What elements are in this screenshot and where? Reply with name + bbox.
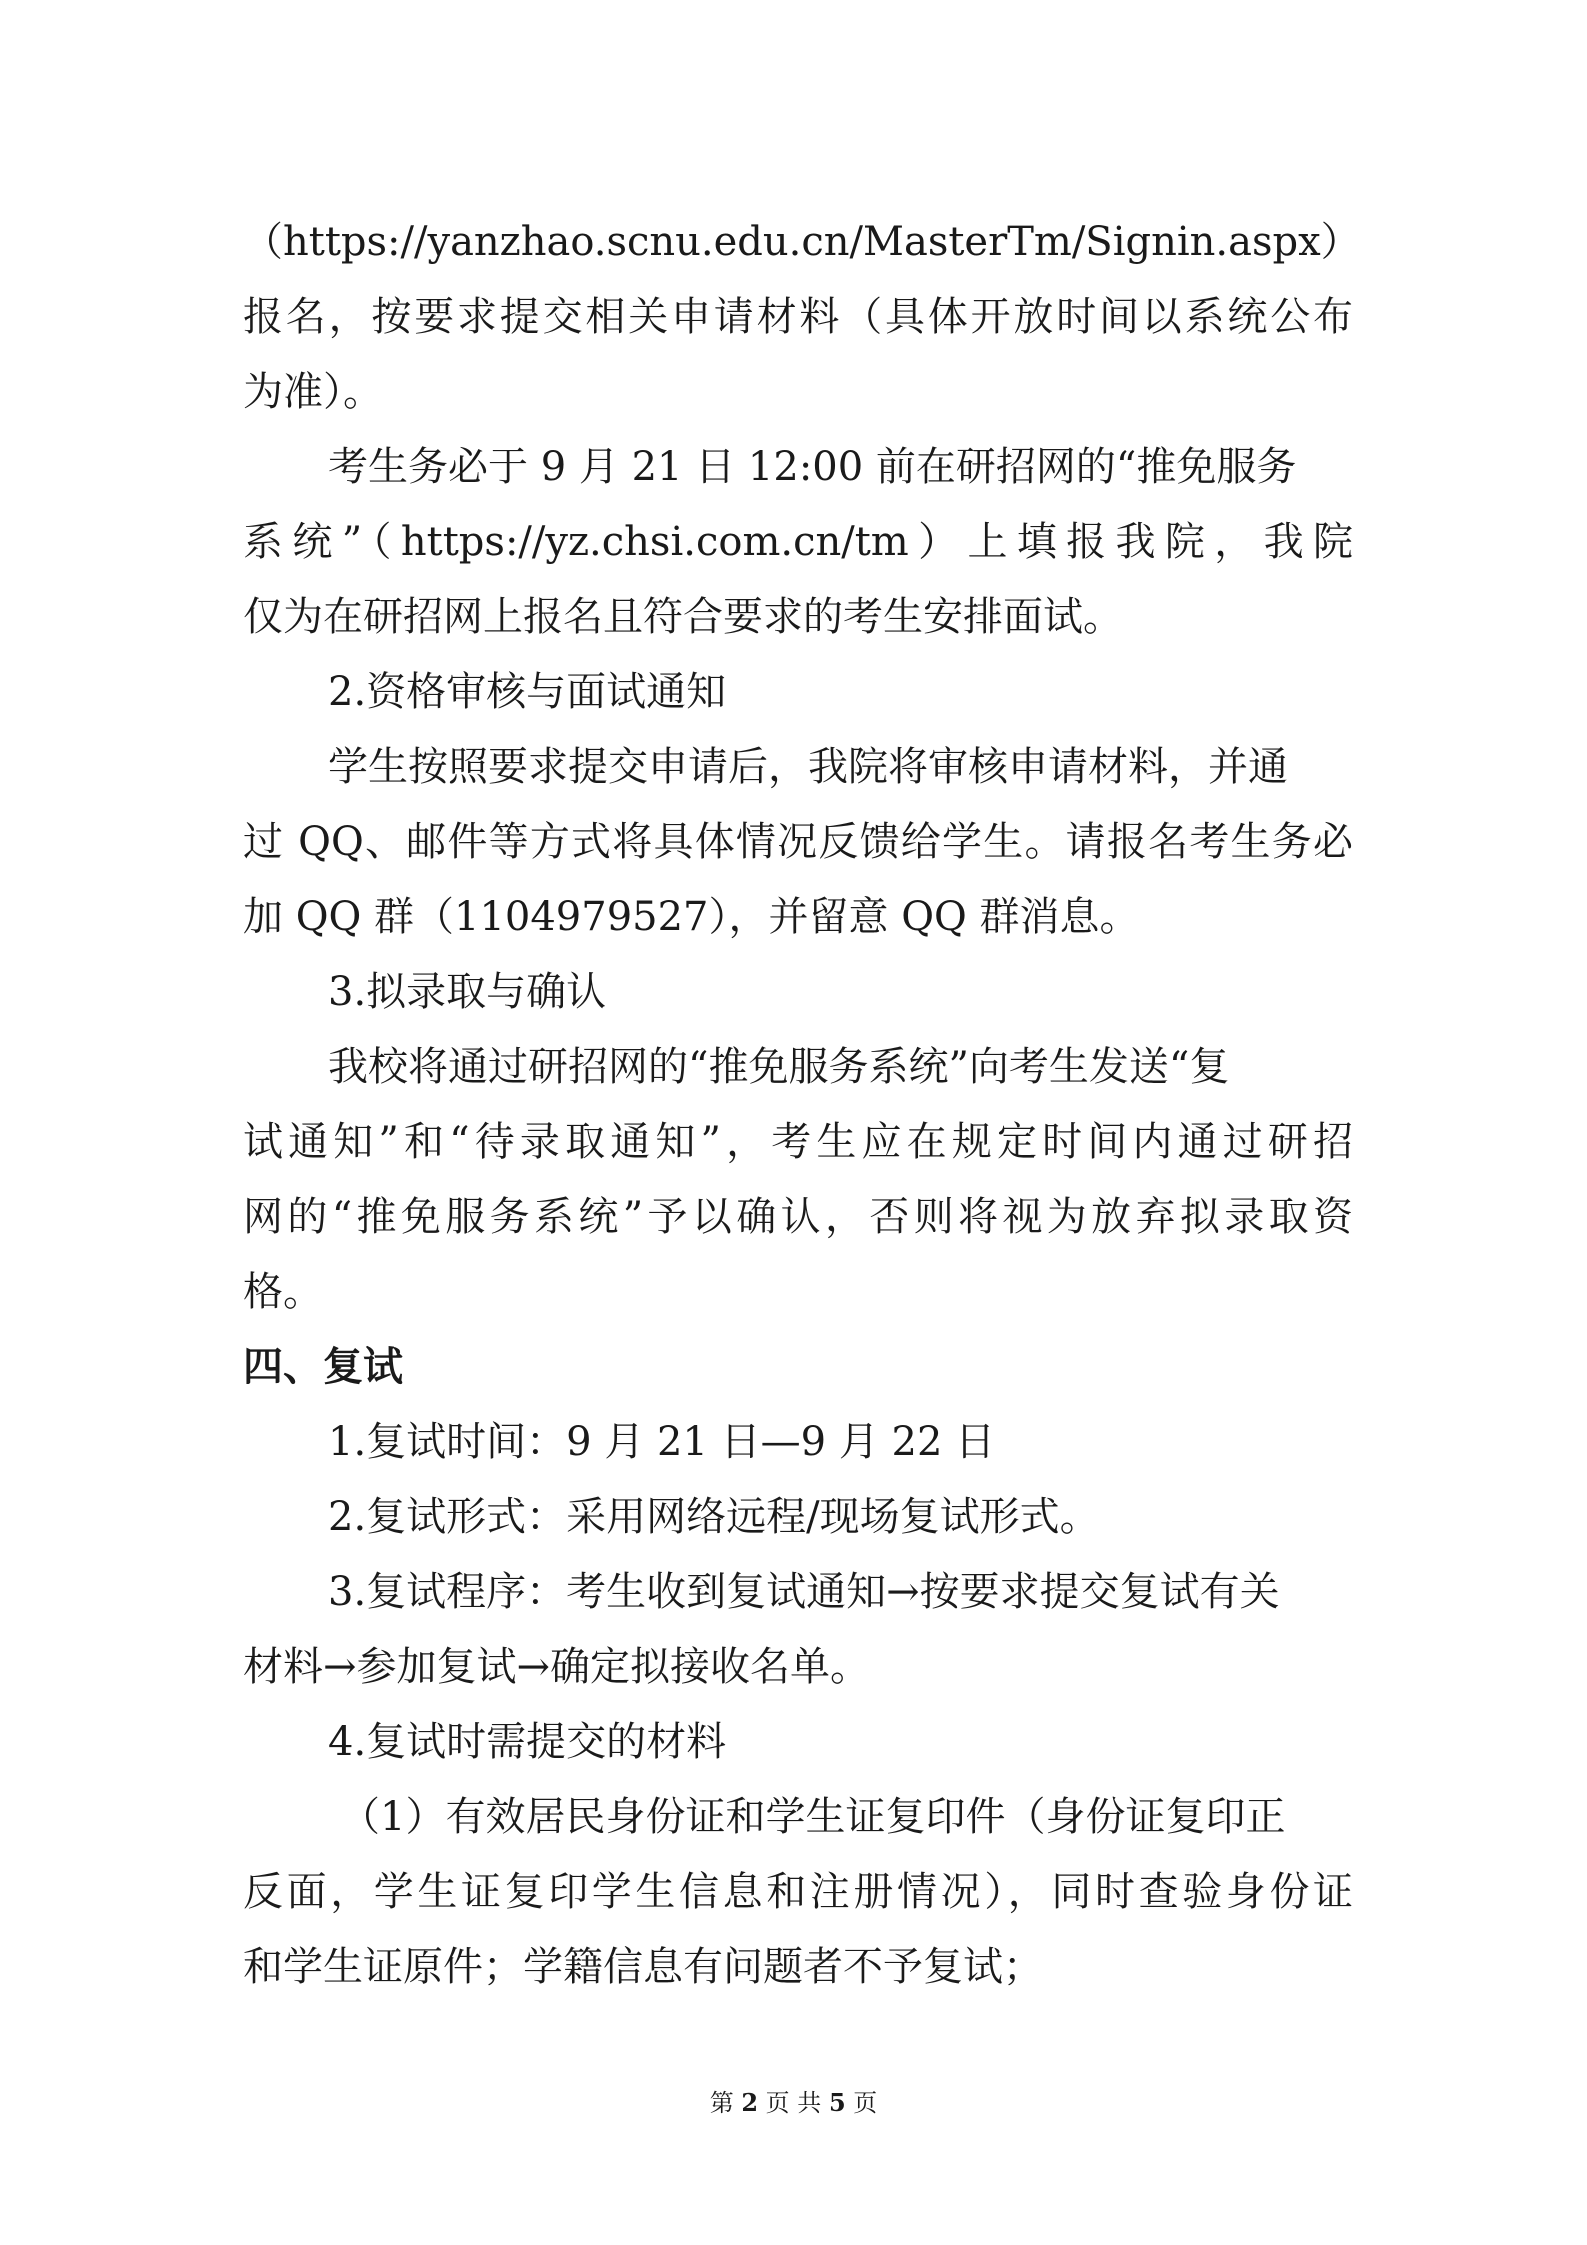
page-footer (0, 2088, 1587, 2118)
section-subtitle: 2.资格审核与面试通知 (328, 669, 727, 715)
footer-suffix: 页 (853, 2089, 878, 2117)
list-item: 1.复试时间：9 月 21 日—9 月 22 日 (328, 1419, 996, 1465)
footer-page-number: 2 (741, 2088, 759, 2117)
body-line: 和学生证原件；学籍信息有问题者不予复试； (243, 1944, 1043, 1990)
body-line: 系统”（https://yz.chsi.com.cn/tm）上填报我院，我院 (243, 519, 1353, 565)
body-line: 试通知”和“待录取通知”，考生应在规定时间内通过研招 (243, 1119, 1353, 1165)
body-line: 为准）。 (243, 369, 383, 415)
footer-prefix: 第 (709, 2089, 734, 2117)
body-line: 考生务必于 9 月 21 日 12:00 前在研招网的“推免服务 (328, 444, 1297, 490)
body-line: （https://yanzhao.scnu.edu.cn/MasterTm/Signin.aspx） (243, 219, 1361, 265)
body-line: 网的“推免服务系统”予以确认，否则将视为放弃拟录取资 (243, 1194, 1353, 1240)
footer-total-pages: 5 (828, 2088, 846, 2117)
list-item: 2.复试形式：采用网络远程/现场复试形式。 (328, 1494, 1100, 1540)
section-subtitle: 3.拟录取与确认 (328, 969, 607, 1015)
section-heading: 四、复试 (243, 1344, 403, 1390)
footer-middle: 页 共 (765, 2089, 822, 2117)
body-line: 格。 (243, 1269, 323, 1315)
body-line: 加 QQ 群（1104979527），并留意 QQ 群消息。 (243, 894, 1140, 940)
body-line: 学生按照要求提交申请后，我院将审核申请材料，并通 (328, 744, 1288, 790)
body-line: 仅为在研招网上报名且符合要求的考生安排面试。 (243, 594, 1123, 640)
list-item: 4.复试时需提交的材料 (328, 1719, 727, 1765)
body-line: 反面，学生证复印学生信息和注册情况），同时查验身份证 (243, 1869, 1353, 1915)
body-line: 材料→参加复试→确定拟接收名单。 (243, 1644, 871, 1690)
body-line: 我校将通过研招网的“推免服务系统”向考生发送“复 (328, 1044, 1230, 1090)
list-item: 3.复试程序：考生收到复试通知→按要求提交复试有关 (328, 1569, 1280, 1615)
body-line: 报名，按要求提交相关申请材料（具体开放时间以系统公布 (243, 294, 1353, 340)
body-line: 过 QQ、邮件等方式将具体情况反馈给学生。请报名考生务必 (243, 819, 1353, 865)
list-item: （1）有效居民身份证和学生证复印件（身份证复印正 (340, 1794, 1286, 1840)
